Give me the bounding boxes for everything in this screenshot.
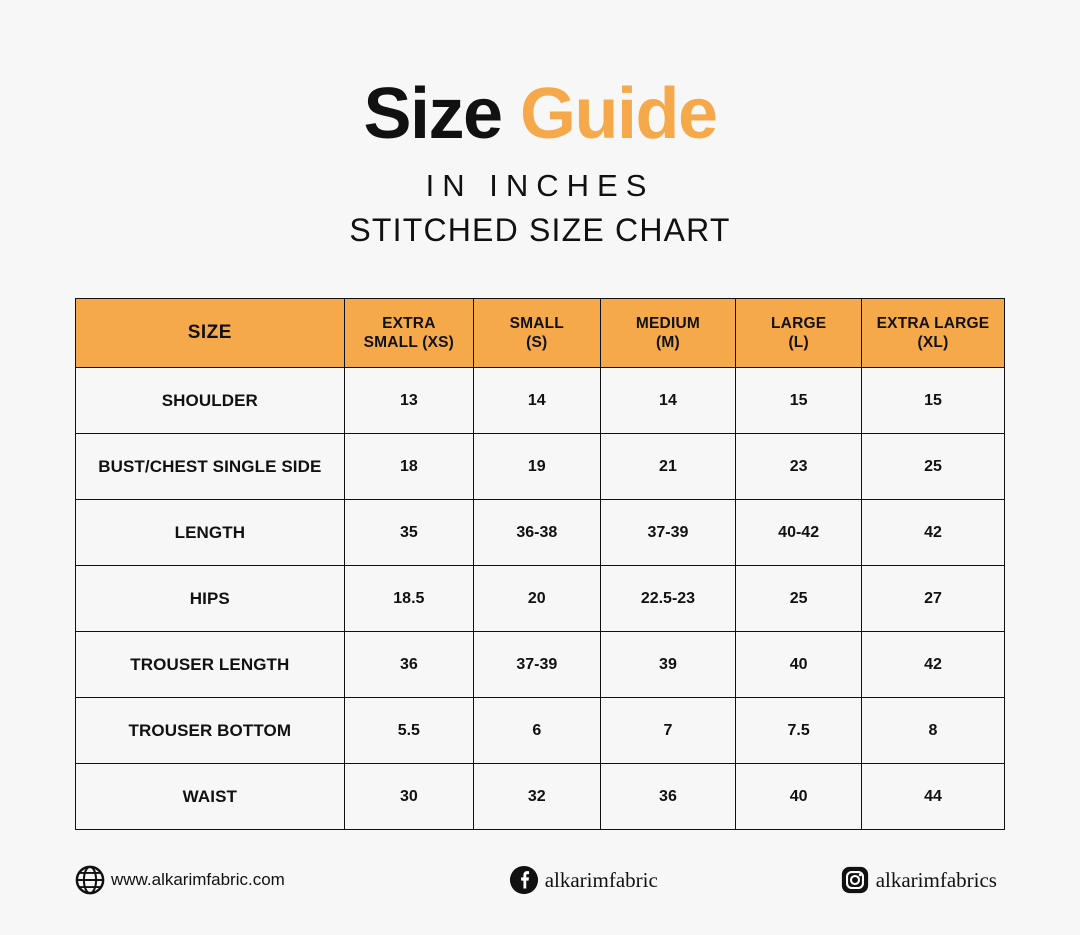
table-row	[76, 566, 1005, 632]
table-row	[76, 434, 1005, 500]
table-row	[76, 632, 1005, 698]
cell-bust-l: 23	[736, 434, 862, 500]
cell-trouser-bottom-xl: 8	[861, 698, 1004, 764]
table-row	[76, 500, 1005, 566]
cell-trouser-length-s: 37-39	[474, 632, 601, 698]
cell-bust-xs: 18	[344, 434, 473, 500]
cell-shoulder-xl: 15	[861, 368, 1004, 434]
cell-length-s: 36-38	[474, 500, 601, 566]
cell-waist-s: 32	[474, 764, 601, 830]
row-label-trouser-bottom: TROUSER BOTTOM	[76, 698, 345, 764]
subtitle-chart-type: STITCHED SIZE CHART	[349, 212, 731, 248]
page-title-word-size: Size	[363, 74, 502, 154]
cell-trouser-bottom-l: 7.5	[736, 698, 862, 764]
cell-waist-xs: 30	[344, 764, 473, 830]
column-header-size: SIZE	[76, 299, 345, 368]
instagram-icon	[840, 865, 870, 895]
column-header-xl-line2: (XL)	[917, 334, 949, 351]
cell-hips-xs: 18.5	[344, 566, 473, 632]
cell-shoulder-s: 14	[474, 368, 601, 434]
footer-facebook[interactable]	[509, 865, 658, 895]
cell-waist-l: 40	[736, 764, 862, 830]
column-header-m-line1: MEDIUM	[635, 314, 700, 332]
cell-length-xl: 42	[861, 500, 1004, 566]
column-header-l-line2: (L)	[788, 334, 809, 351]
cell-shoulder-m: 14	[600, 368, 736, 434]
row-label-trouser-length: TROUSER LENGTH	[76, 632, 345, 698]
row-label-shoulder: SHOULDER	[76, 368, 345, 434]
cell-trouser-bottom-m: 7	[600, 698, 736, 764]
table-row	[76, 764, 1005, 830]
cell-length-m: 37-39	[600, 500, 736, 566]
cell-trouser-length-xs: 36	[344, 632, 473, 698]
column-header-m	[600, 299, 736, 368]
cell-trouser-length-l: 40	[736, 632, 862, 698]
row-label-length: LENGTH	[76, 500, 345, 566]
globe-icon	[75, 865, 105, 895]
cell-shoulder-l: 15	[736, 368, 862, 434]
size-table-head	[76, 299, 1005, 368]
page-title	[0, 74, 1080, 154]
size-table-wrapper	[75, 298, 1005, 830]
cell-shoulder-xs: 13	[344, 368, 473, 434]
size-table	[75, 298, 1005, 830]
column-header-xs-line2: SMALL (XS)	[363, 334, 455, 351]
table-row	[76, 698, 1005, 764]
column-header-xl	[861, 299, 1004, 368]
footer-instagram-text: alkarimfabrics	[875, 867, 997, 892]
subtitle-units: IN INCHES	[425, 168, 655, 203]
cell-bust-s: 19	[474, 434, 601, 500]
cell-length-l: 40-42	[736, 500, 862, 566]
table-header-row	[76, 299, 1005, 368]
cell-hips-xl: 27	[861, 566, 1004, 632]
row-label-hips: HIPS	[76, 566, 345, 632]
cell-bust-xl: 25	[861, 434, 1004, 500]
column-header-l-line1: LARGE	[771, 314, 827, 332]
footer-instagram[interactable]	[840, 865, 997, 895]
cell-bust-m: 21	[600, 434, 736, 500]
cell-hips-s: 20	[474, 566, 601, 632]
cell-length-xs: 35	[344, 500, 473, 566]
cell-trouser-length-xl: 42	[861, 632, 1004, 698]
column-header-xl-line1: EXTRA LARGE	[876, 314, 990, 332]
column-header-xs	[344, 299, 473, 368]
column-header-s	[474, 299, 601, 368]
facebook-icon	[509, 865, 539, 895]
column-header-s-line2: (S)	[526, 334, 548, 351]
column-header-s-line1: SMALL	[509, 314, 564, 332]
row-label-waist: WAIST	[76, 764, 345, 830]
cell-hips-m: 22.5-23	[600, 566, 736, 632]
footer-website[interactable]	[75, 865, 285, 895]
column-header-xs-line1: EXTRA	[382, 314, 436, 332]
page-title-word-guide: Guide	[520, 74, 717, 154]
cell-waist-xl: 44	[861, 764, 1004, 830]
cell-hips-l: 25	[736, 566, 862, 632]
cell-trouser-length-m: 39	[600, 632, 736, 698]
page-header	[0, 0, 1080, 249]
cell-trouser-bottom-xs: 5.5	[344, 698, 473, 764]
cell-trouser-bottom-s: 6	[474, 698, 601, 764]
cell-waist-m: 36	[600, 764, 736, 830]
column-header-l	[736, 299, 862, 368]
footer-website-text: www.alkarimfabric.com	[111, 870, 285, 889]
footer	[75, 856, 1005, 904]
size-table-body	[76, 368, 1005, 830]
row-label-bust-chest: BUST/CHEST SINGLE SIDE	[76, 434, 345, 500]
table-row	[76, 368, 1005, 434]
column-header-m-line2: (M)	[656, 334, 680, 351]
footer-facebook-text: alkarimfabric	[544, 867, 658, 892]
